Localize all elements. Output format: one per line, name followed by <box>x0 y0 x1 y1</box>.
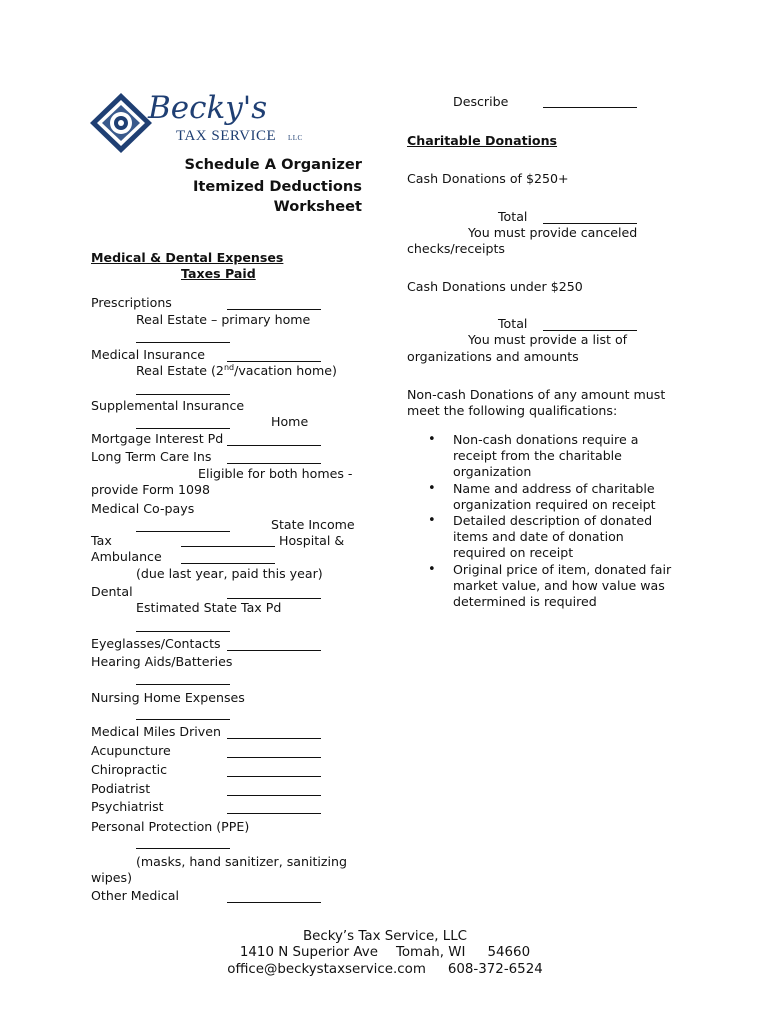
long-term-care-field[interactable] <box>227 463 321 464</box>
acupuncture-field[interactable] <box>227 757 321 758</box>
label-total-1: Total <box>498 209 528 224</box>
label-orgs-amounts: organizations and amounts <box>407 349 579 364</box>
label-medical-copays: Medical Co-pays <box>91 501 195 516</box>
section-charitable-heading: Charitable Donations <box>407 133 558 148</box>
real-estate-second-post: /vacation home) <box>234 363 337 379</box>
label-checks-receipts: checks/receipts <box>407 241 505 256</box>
other-medical-field[interactable] <box>227 902 321 903</box>
label-long-term-care: Long Term Care Ins <box>91 449 212 464</box>
label-total-2: Total <box>498 316 528 331</box>
logo-script-text: Becky's <box>148 90 268 126</box>
label-hearing-aids: Hearing Aids/Batteries <box>91 654 233 669</box>
label-noncash-intro-2: meet the following qualifications: <box>407 403 618 418</box>
label-podiatrist: Podiatrist <box>91 781 151 796</box>
bullet-1-line-2: receipt from the charitable <box>453 448 622 463</box>
label-ppe: Personal Protection (PPE) <box>91 819 250 834</box>
label-eyeglasses: Eyeglasses/Contacts <box>91 636 221 651</box>
label-noncash-intro-1: Non-cash Donations of any amount must <box>407 387 666 402</box>
label-other-medical: Other Medical <box>91 888 180 903</box>
label-provide-list: You must provide a list of <box>468 332 628 347</box>
ppe-field[interactable] <box>136 848 230 849</box>
prescriptions-field[interactable] <box>227 309 321 310</box>
label-medical-insurance: Medical Insurance <box>91 347 206 362</box>
podiatrist-field[interactable] <box>227 795 321 796</box>
label-tax: Tax <box>91 533 112 548</box>
eyeglasses-field[interactable] <box>227 650 321 651</box>
label-cash-under-250: Cash Donations under $250 <box>407 279 583 294</box>
label-medical-miles: Medical Miles Driven <box>91 724 221 739</box>
label-wipes: wipes) <box>91 870 133 885</box>
company-logo <box>88 92 308 154</box>
title-line-1: Schedule A Organizer <box>184 156 362 173</box>
describe-field[interactable] <box>543 107 637 108</box>
bullet-3-line-2: items and date of donation <box>453 529 624 544</box>
label-ambulance: Ambulance <box>91 549 162 564</box>
label-state-income: State Income <box>271 517 355 532</box>
footer-zip: 54660 <box>487 945 531 960</box>
footer-city: Tomah, WI <box>395 945 466 960</box>
logo-caps-text: TAX SERVICE <box>176 128 277 144</box>
label-real-estate-primary: Real Estate – primary home <box>136 312 311 327</box>
total-cash-250-plus-field[interactable] <box>543 223 637 224</box>
medical-insurance-field[interactable] <box>227 361 321 362</box>
bullet-2-line-1: Name and address of charitable <box>453 481 655 496</box>
footer-email[interactable]: office@beckystaxservice.com <box>227 962 426 977</box>
label-estimated-state-tax: Estimated State Tax Pd <box>136 600 282 615</box>
real-estate-second-sup: nd <box>223 363 235 372</box>
label-provide-1098: provide Form 1098 <box>91 482 211 497</box>
supplemental-insurance-field[interactable] <box>136 428 230 429</box>
footer-address: 1410 N Superior Ave <box>239 945 378 960</box>
bullet-3-line-1: Detailed description of donated <box>453 513 653 528</box>
bullet-2-line-2: organization required on receipt <box>453 497 656 512</box>
label-home: Home <box>271 414 309 429</box>
label-psychiatrist: Psychiatrist <box>91 799 164 814</box>
bullet-1-line-1: Non-cash donations require a <box>453 432 639 447</box>
footer-phone[interactable]: 608-372-6524 <box>447 962 543 977</box>
label-mortgage-interest: Mortgage Interest Pd <box>91 431 224 446</box>
bullet-icon: • <box>428 562 436 577</box>
state-income-tax-field[interactable] <box>181 546 275 547</box>
label-real-estate-second <box>136 363 337 378</box>
hearing-aids-field[interactable] <box>136 684 230 685</box>
label-acupuncture: Acupuncture <box>91 743 171 758</box>
logo-suffix-text: LLC <box>288 134 303 142</box>
real-estate-primary-field[interactable] <box>136 342 230 343</box>
label-nursing-home: Nursing Home Expenses <box>91 690 245 705</box>
bullet-4-line-3: determined is required <box>453 594 597 609</box>
bullet-1-line-3: organization <box>453 464 532 479</box>
estimated-state-tax-field[interactable] <box>136 631 230 632</box>
label-chiropractic: Chiropractic <box>91 762 168 777</box>
section-medical-heading: Medical & Dental Expenses <box>91 250 284 265</box>
medical-miles-field[interactable] <box>227 738 321 739</box>
bullet-icon: • <box>428 513 436 528</box>
chiropractic-field[interactable] <box>227 776 321 777</box>
label-dental: Dental <box>91 584 133 599</box>
mortgage-interest-field[interactable] <box>227 445 321 446</box>
nursing-home-field[interactable] <box>136 719 230 720</box>
title-line-3: Worksheet <box>273 198 362 215</box>
label-hospital: Hospital & <box>279 533 345 548</box>
real-estate-second-pre: Real Estate (2 <box>136 363 224 379</box>
bullet-icon: • <box>428 481 436 496</box>
label-masks: (masks, hand sanitizer, sanitizing <box>136 854 348 869</box>
label-prescriptions: Prescriptions <box>91 295 172 310</box>
bullet-4-line-2: market value, and how value was <box>453 578 665 593</box>
footer-company: Becky’s Tax Service, LLC <box>302 929 468 944</box>
bullet-4-line-1: Original price of item, donated fair <box>453 562 672 577</box>
bullet-icon: • <box>428 432 436 447</box>
medical-copays-field[interactable] <box>136 531 230 532</box>
label-due-last-year: (due last year, paid this year) <box>136 566 323 581</box>
real-estate-second-field[interactable] <box>136 394 230 395</box>
footer-address-line <box>0 945 770 960</box>
dental-field[interactable] <box>227 598 321 599</box>
title-line-2: Itemized Deductions <box>192 178 362 195</box>
footer-contact-line <box>0 962 770 977</box>
label-supplemental-insurance: Supplemental Insurance <box>91 398 245 413</box>
section-taxes-heading: Taxes Paid <box>181 266 256 281</box>
psychiatrist-field[interactable] <box>227 813 321 814</box>
label-provide-canceled: You must provide canceled <box>468 225 638 240</box>
label-describe: Describe <box>453 94 509 109</box>
total-cash-under-250-field[interactable] <box>543 330 637 331</box>
label-cash-250-plus: Cash Donations of $250+ <box>407 171 569 186</box>
label-eligible-both: Eligible for both homes - <box>198 466 353 481</box>
logo-diamond-icon <box>88 92 154 154</box>
hospital-ambulance-field[interactable] <box>181 563 275 564</box>
bullet-3-line-3: required on receipt <box>453 545 574 560</box>
